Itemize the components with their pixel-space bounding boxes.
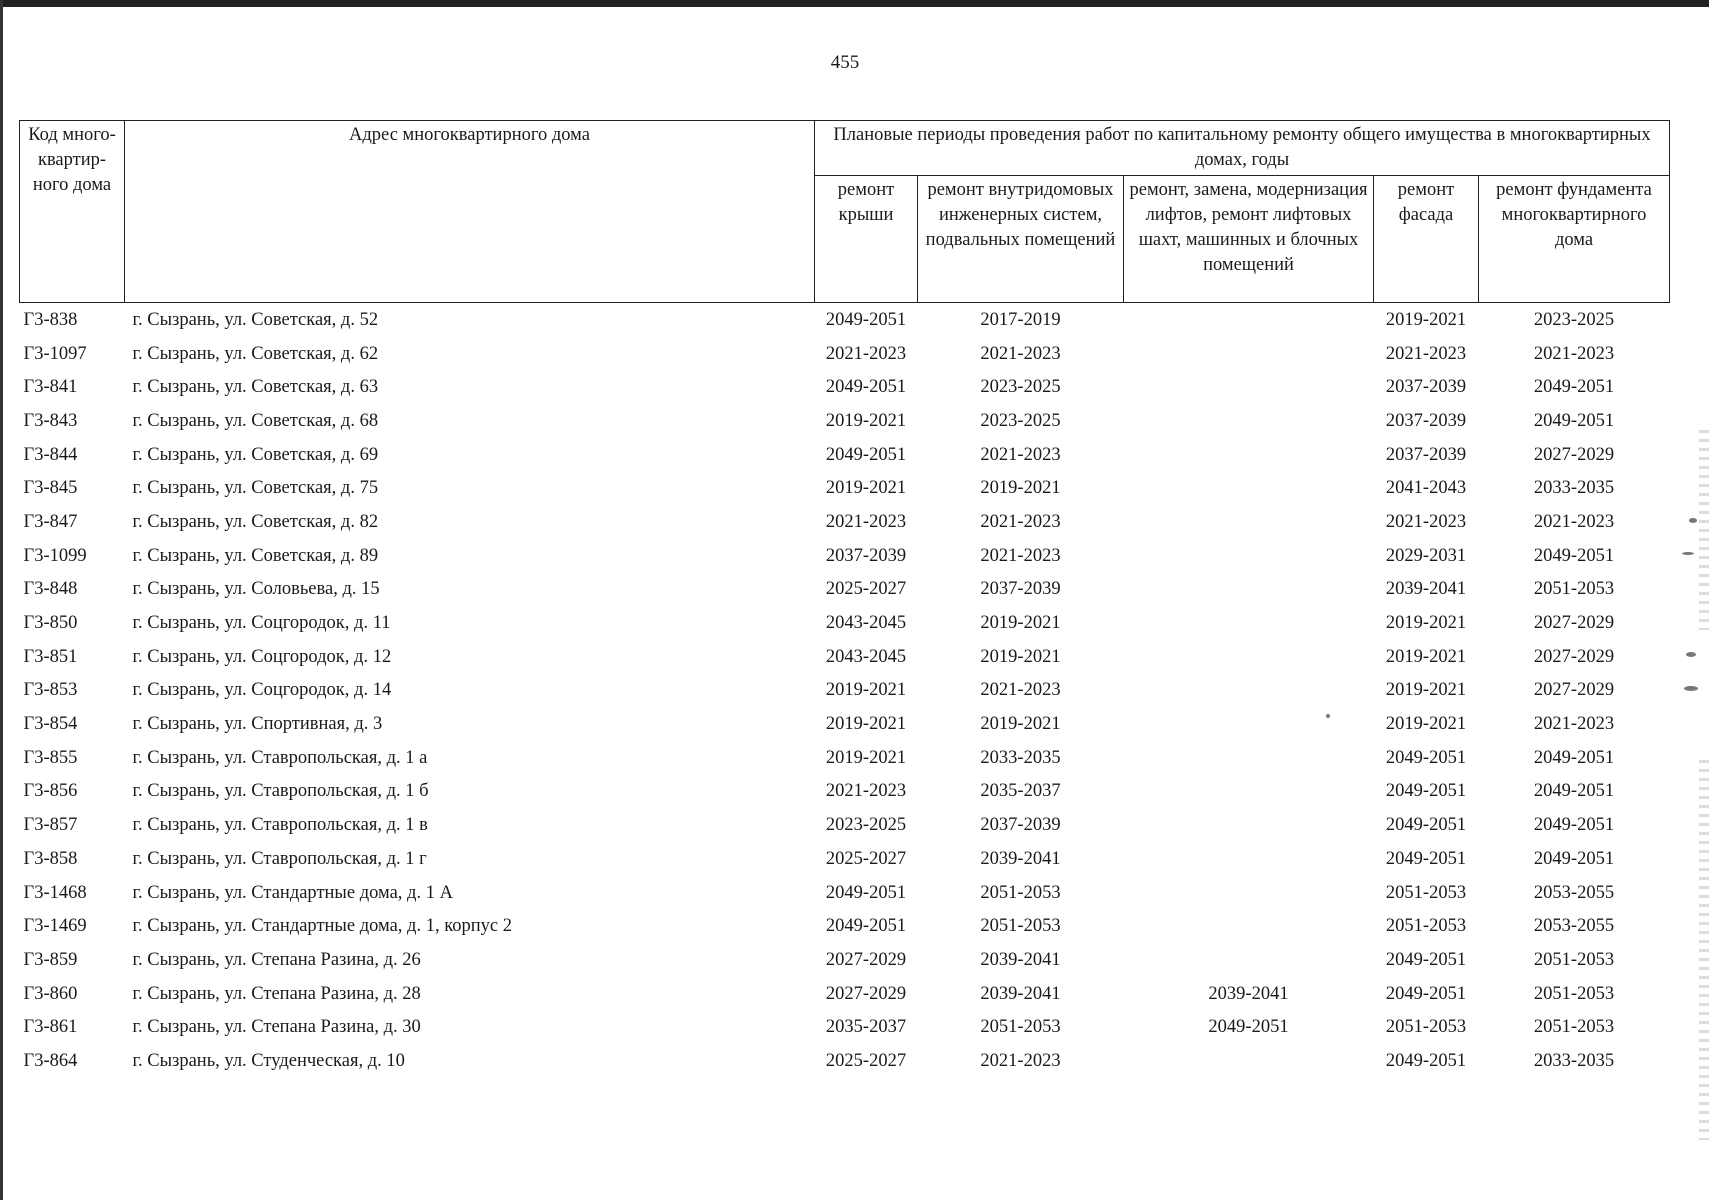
cell-facade: 2021-2023 xyxy=(1385,343,1467,364)
table-row xyxy=(20,741,1670,775)
cell-code: Г3-858 xyxy=(23,848,78,869)
cell-code: Г3-864 xyxy=(23,1050,78,1071)
header-code: Код много-квартир-ного дома xyxy=(20,121,125,303)
cell-address: г. Сызрань, ул. Студенческая, д. 10 xyxy=(132,1050,405,1071)
cell-lifts xyxy=(1124,404,1374,438)
cell-address: г. Сызрань, ул. Степана Разина, д. 28 xyxy=(132,983,421,1004)
cell-lifts xyxy=(1124,539,1374,573)
cell-address: г. Сызрань, ул. Степана Разина, д. 30 xyxy=(132,1017,421,1038)
cell-address: г. Сызрань, ул. Советская, д. 62 xyxy=(132,343,379,364)
cell-roof: 2049-2051 xyxy=(825,882,907,903)
cell-systems: 2017-2019 xyxy=(980,309,1061,330)
cell-code: Г3-855 xyxy=(23,747,78,768)
cell-systems: 2021-2023 xyxy=(980,343,1061,364)
cell-address: г. Сызрань, ул. Ставропольская, д. 1 в xyxy=(132,815,428,836)
cell-facade: 2039-2041 xyxy=(1385,579,1467,600)
cell-code: Г3-843 xyxy=(23,410,78,431)
cell-facade: 2029-2031 xyxy=(1385,545,1467,566)
cell-code: Г3-851 xyxy=(23,646,78,667)
cell-foundation: 2051-2053 xyxy=(1533,1017,1615,1038)
cell-lifts xyxy=(1124,640,1374,674)
cell-code: Г3-844 xyxy=(23,444,78,465)
cell-address: г. Сызрань, ул. Стандартные дома, д. 1, корпус 2 xyxy=(132,916,512,937)
cell-roof: 2019-2021 xyxy=(825,478,907,499)
cell-address: г. Сызрань, ул. Ставропольская, д. 1 г xyxy=(132,848,427,869)
cell-lifts xyxy=(1124,606,1374,640)
cell-foundation: 2027-2029 xyxy=(1533,646,1615,667)
table-body xyxy=(20,303,1670,1078)
cell-lifts xyxy=(1124,876,1374,910)
cell-address: г. Сызрань, ул. Советская, д. 82 xyxy=(132,511,379,532)
cell-systems: 2039-2041 xyxy=(980,949,1061,970)
cell-lifts: 2039-2041 xyxy=(1208,983,1289,1004)
scan-edge-noise xyxy=(1699,760,1709,1140)
cell-foundation: 2049-2051 xyxy=(1533,545,1615,566)
cell-code: Г3-1469 xyxy=(23,916,87,937)
cell-foundation: 2027-2029 xyxy=(1533,444,1615,465)
cell-lifts: 2049-2051 xyxy=(1208,1017,1289,1038)
cell-facade: 2049-2051 xyxy=(1385,983,1467,1004)
cell-roof: 2019-2021 xyxy=(825,410,907,431)
cell-facade: 2049-2051 xyxy=(1385,949,1467,970)
cell-foundation: 2049-2051 xyxy=(1533,848,1615,869)
cell-lifts xyxy=(1124,505,1374,539)
cell-address: г. Сызрань, ул. Соцгородок, д. 14 xyxy=(132,680,392,701)
cell-lifts xyxy=(1124,909,1374,943)
cell-code: Г3-859 xyxy=(23,949,78,970)
cell-address: г. Сызрань, ул. Степана Разина, д. 26 xyxy=(132,949,421,970)
cell-roof: 2019-2021 xyxy=(825,714,907,735)
cell-roof: 2035-2037 xyxy=(825,1017,907,1038)
cell-address: г. Сызрань, ул. Стандартные дома, д. 1 А xyxy=(132,882,453,903)
cell-facade: 2049-2051 xyxy=(1385,848,1467,869)
cell-roof: 2021-2023 xyxy=(825,343,907,364)
cell-facade: 2037-2039 xyxy=(1385,444,1467,465)
cell-roof: 2019-2021 xyxy=(825,747,907,768)
cell-systems: 2019-2021 xyxy=(980,714,1061,735)
table-row xyxy=(20,876,1670,910)
table-row xyxy=(20,573,1670,607)
table-row xyxy=(20,707,1670,741)
cell-lifts xyxy=(1124,707,1374,741)
cell-code: Г3-853 xyxy=(23,680,78,701)
cell-roof: 2049-2051 xyxy=(825,309,907,330)
cell-lifts xyxy=(1124,842,1374,876)
cell-facade: 2019-2021 xyxy=(1385,680,1467,701)
table-row xyxy=(20,404,1670,438)
cell-code: Г3-856 xyxy=(23,781,78,802)
cell-roof: 2043-2045 xyxy=(825,613,907,634)
cell-foundation: 2049-2051 xyxy=(1533,815,1615,836)
cell-systems: 2019-2021 xyxy=(980,613,1061,634)
table-row xyxy=(20,337,1670,371)
cell-address: г. Сызрань, ул. Соцгородок, д. 11 xyxy=(132,613,391,634)
cell-address: г. Сызрань, ул. Ставропольская, д. 1 б xyxy=(132,781,429,802)
cell-code: Г3-847 xyxy=(23,511,78,532)
cell-lifts xyxy=(1124,741,1374,775)
table-row xyxy=(20,674,1670,708)
cell-foundation: 2021-2023 xyxy=(1533,343,1615,364)
cell-code: Г3-861 xyxy=(23,1017,78,1038)
repair-schedule-table xyxy=(19,120,1670,1078)
cell-address: г. Сызрань, ул. Советская, д. 68 xyxy=(132,410,379,431)
cell-foundation: 2049-2051 xyxy=(1533,377,1615,398)
cell-facade: 2051-2053 xyxy=(1385,1017,1467,1038)
header-address: Адрес многоквартирного дома xyxy=(125,121,815,303)
cell-roof: 2049-2051 xyxy=(825,916,907,937)
cell-systems: 2051-2053 xyxy=(980,1017,1061,1038)
cell-roof: 2043-2045 xyxy=(825,646,907,667)
cell-systems: 2037-2039 xyxy=(980,579,1061,600)
scan-top-edge xyxy=(0,0,1709,7)
cell-lifts xyxy=(1124,1044,1374,1078)
cell-roof: 2023-2025 xyxy=(825,815,907,836)
cell-lifts xyxy=(1124,303,1374,337)
table-row xyxy=(20,977,1670,1011)
table-row xyxy=(20,438,1670,472)
cell-facade: 2049-2051 xyxy=(1385,815,1467,836)
cell-roof: 2025-2027 xyxy=(825,848,907,869)
cell-systems: 2039-2041 xyxy=(980,983,1061,1004)
cell-foundation: 2051-2053 xyxy=(1533,983,1615,1004)
cell-foundation: 2027-2029 xyxy=(1533,680,1615,701)
cell-foundation: 2051-2053 xyxy=(1533,949,1615,970)
cell-foundation: 2021-2023 xyxy=(1533,511,1615,532)
cell-systems: 2037-2039 xyxy=(980,815,1061,836)
table-row xyxy=(20,303,1670,337)
cell-lifts xyxy=(1124,674,1374,708)
cell-systems: 2033-2035 xyxy=(980,747,1061,768)
table-row xyxy=(20,1044,1670,1078)
cell-roof: 2021-2023 xyxy=(825,511,907,532)
cell-foundation: 2053-2055 xyxy=(1533,882,1615,903)
cell-facade: 2051-2053 xyxy=(1385,882,1467,903)
cell-systems: 2023-2025 xyxy=(980,377,1061,398)
cell-address: г. Сызрань, ул. Советская, д. 63 xyxy=(132,377,379,398)
table-row xyxy=(20,842,1670,876)
cell-facade: 2037-2039 xyxy=(1385,377,1467,398)
cell-lifts xyxy=(1124,775,1374,809)
cell-address: г. Сызрань, ул. Советская, д. 69 xyxy=(132,444,379,465)
header-periods: Плановые периоды проведения работ по капитальному ремонту общего имущества в многоквартирных домах, годы xyxy=(815,121,1670,176)
table-row xyxy=(20,505,1670,539)
cell-roof: 2025-2027 xyxy=(825,579,907,600)
table-row xyxy=(20,909,1670,943)
scan-left-edge xyxy=(0,0,3,1200)
table-row xyxy=(20,370,1670,404)
cell-address: г. Сызрань, ул. Спортивная, д. 3 xyxy=(132,714,383,735)
cell-roof: 2027-2029 xyxy=(825,983,907,1004)
table-row xyxy=(20,1010,1670,1044)
cell-address: г. Сызрань, ул. Советская, д. 89 xyxy=(132,545,379,566)
cell-facade: 2049-2051 xyxy=(1385,781,1467,802)
cell-code: Г3-841 xyxy=(23,377,78,398)
cell-facade: 2049-2051 xyxy=(1385,1050,1467,1071)
table-row xyxy=(20,640,1670,674)
cell-address: г. Сызрань, ул. Соловьева, д. 15 xyxy=(132,579,380,600)
cell-facade: 2037-2039 xyxy=(1385,410,1467,431)
cell-foundation: 2033-2035 xyxy=(1533,1050,1615,1071)
cell-code: Г3-860 xyxy=(23,983,78,1004)
header-lifts: ремонт, замена, модернизация лифтов, ремонт лифтовых шахт, машинных и блочных помещений xyxy=(1124,176,1374,303)
cell-systems: 2021-2023 xyxy=(980,1050,1061,1071)
scan-edge-noise xyxy=(1699,430,1709,630)
cell-foundation: 2049-2051 xyxy=(1533,781,1615,802)
cell-foundation: 2023-2025 xyxy=(1533,309,1615,330)
cell-facade: 2051-2053 xyxy=(1385,916,1467,937)
scan-speck xyxy=(1686,652,1696,657)
cell-foundation: 2051-2053 xyxy=(1533,579,1615,600)
cell-systems: 2021-2023 xyxy=(980,680,1061,701)
cell-code: Г3-838 xyxy=(23,309,78,330)
cell-systems: 2021-2023 xyxy=(980,545,1061,566)
cell-code: Г3-850 xyxy=(23,613,78,634)
cell-address: г. Сызрань, ул. Советская, д. 52 xyxy=(132,309,379,330)
scan-speck xyxy=(1326,714,1330,718)
cell-lifts xyxy=(1124,943,1374,977)
table-row xyxy=(20,808,1670,842)
cell-facade: 2019-2021 xyxy=(1385,613,1467,634)
cell-lifts xyxy=(1124,471,1374,505)
cell-code: Г3-845 xyxy=(23,478,78,499)
cell-roof: 2049-2051 xyxy=(825,444,907,465)
cell-systems: 2021-2023 xyxy=(980,444,1061,465)
cell-code: Г3-1468 xyxy=(23,882,87,903)
header-foundation: ремонт фундамента многоквартирного дома xyxy=(1479,176,1670,303)
scan-speck xyxy=(1682,552,1694,555)
cell-systems: 2051-2053 xyxy=(980,916,1061,937)
cell-systems: 2051-2053 xyxy=(980,882,1061,903)
cell-systems: 2023-2025 xyxy=(980,410,1061,431)
cell-roof: 2037-2039 xyxy=(825,545,907,566)
cell-roof: 2021-2023 xyxy=(825,781,907,802)
cell-code: Г3-848 xyxy=(23,579,78,600)
cell-systems: 2039-2041 xyxy=(980,848,1061,869)
cell-foundation: 2027-2029 xyxy=(1533,613,1615,634)
scan-speck xyxy=(1689,518,1697,523)
cell-address: г. Сызрань, ул. Советская, д. 75 xyxy=(132,478,379,499)
cell-code: Г3-1097 xyxy=(23,343,87,364)
table-row xyxy=(20,606,1670,640)
page-number: 455 xyxy=(830,52,860,73)
cell-facade: 2041-2043 xyxy=(1385,478,1467,499)
table-header xyxy=(20,121,1670,303)
cell-facade: 2019-2021 xyxy=(1385,714,1467,735)
cell-foundation: 2033-2035 xyxy=(1533,478,1615,499)
table-row xyxy=(20,471,1670,505)
header-facade: ремонт фасада xyxy=(1374,176,1479,303)
cell-roof: 2025-2027 xyxy=(825,1050,907,1071)
table-row xyxy=(20,539,1670,573)
cell-facade: 2019-2021 xyxy=(1385,646,1467,667)
cell-roof: 2027-2029 xyxy=(825,949,907,970)
cell-systems: 2021-2023 xyxy=(980,511,1061,532)
cell-roof: 2019-2021 xyxy=(825,680,907,701)
cell-systems: 2035-2037 xyxy=(980,781,1061,802)
cell-address: г. Сызрань, ул. Соцгородок, д. 12 xyxy=(132,646,392,667)
cell-foundation: 2049-2051 xyxy=(1533,410,1615,431)
cell-foundation: 2053-2055 xyxy=(1533,916,1615,937)
cell-lifts xyxy=(1124,337,1374,371)
table-row xyxy=(20,775,1670,809)
cell-facade: 2049-2051 xyxy=(1385,747,1467,768)
cell-lifts xyxy=(1124,370,1374,404)
scan-speck xyxy=(1684,686,1698,691)
cell-facade: 2019-2021 xyxy=(1385,309,1467,330)
cell-foundation: 2049-2051 xyxy=(1533,747,1615,768)
cell-systems: 2019-2021 xyxy=(980,478,1061,499)
cell-facade: 2021-2023 xyxy=(1385,511,1467,532)
cell-code: Г3-854 xyxy=(23,714,78,735)
table-row xyxy=(20,943,1670,977)
cell-lifts xyxy=(1124,808,1374,842)
cell-address: г. Сызрань, ул. Ставропольская, д. 1 а xyxy=(132,747,428,768)
cell-roof: 2049-2051 xyxy=(825,377,907,398)
cell-foundation: 2021-2023 xyxy=(1533,714,1615,735)
header-systems: ремонт внутридомовых инженерных систем, подвальных помещений xyxy=(918,176,1124,303)
cell-lifts xyxy=(1124,438,1374,472)
cell-systems: 2019-2021 xyxy=(980,646,1061,667)
cell-code: Г3-857 xyxy=(23,815,78,836)
cell-lifts xyxy=(1124,573,1374,607)
header-roof: ремонт крыши xyxy=(815,176,918,303)
cell-code: Г3-1099 xyxy=(23,545,87,566)
